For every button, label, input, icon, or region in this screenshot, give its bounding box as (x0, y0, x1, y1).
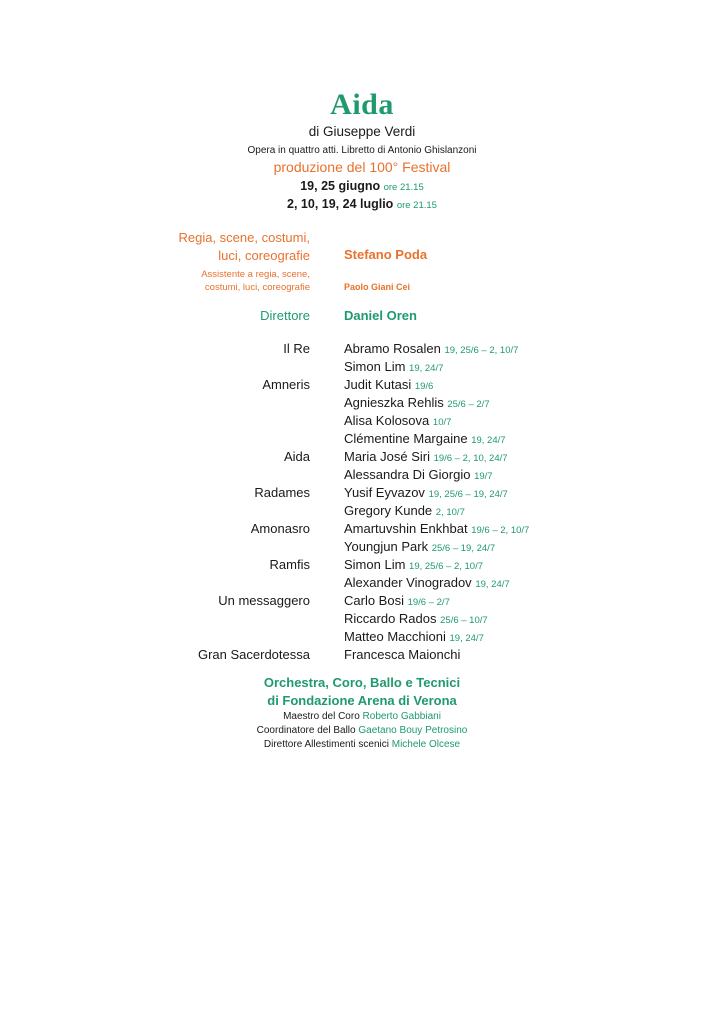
direction-role (178, 229, 310, 265)
cast-dates: 19/6 (414, 381, 434, 392)
cast-artist: Simon Lim (344, 359, 406, 374)
staff-chorus-master (0, 711, 724, 722)
composer: di Giuseppe Verdi (308, 124, 416, 139)
staff-role: Direttore Allestimenti scenici (263, 739, 389, 750)
cast-dates: 19, 24/7 (475, 579, 510, 590)
cast-dates: 19/6 – 2, 10, 24/7 (433, 453, 508, 464)
cast-role: Amneris (262, 377, 310, 392)
dates-july (0, 197, 724, 211)
cast-artist: Matteo Macchioni (344, 629, 446, 644)
cast-role: Il Re (283, 341, 310, 356)
cast-dates: 19, 24/7 (471, 435, 506, 446)
cast-artist: Francesca Maionchi (344, 647, 461, 662)
cast-dates: 19, 25/6 – 2, 10/7 (444, 345, 519, 356)
dates-june-time: ore 21.15 (383, 182, 424, 193)
staff-name: Gaetano Bouy Petrosino (358, 725, 468, 736)
cast-dates: 19/6 – 2, 10/7 (471, 525, 530, 536)
cast-artist: Abramo Rosalen (344, 341, 441, 356)
direction-role-line2: luci, coreografie (218, 248, 310, 263)
cast-artist: Gregory Kunde (344, 503, 433, 518)
production-note: produzione del 100° Festival (273, 159, 451, 175)
assistant-role (201, 268, 310, 294)
cast-artist: Agnieszka Rehlis (344, 395, 444, 410)
cast-role: Radames (254, 485, 310, 500)
cast-dates: 25/6 – 19, 24/7 (431, 543, 496, 554)
cast-artist: Yusif Eyvazov (344, 485, 425, 500)
page-title: Aida (330, 88, 394, 121)
cast-artist: Simon Lim (344, 557, 406, 572)
cast-dates: 19/6 – 2/7 (407, 597, 450, 608)
cast-dates: 25/6 – 10/7 (440, 615, 488, 626)
cast-dates: 25/6 – 2/7 (447, 399, 490, 410)
direction-name: Stefano Poda (344, 247, 428, 262)
cast-dates: 19/7 (474, 471, 493, 482)
conductor-name: Daniel Oren (344, 308, 417, 323)
staff-role: Coordinatore del Ballo (256, 725, 356, 736)
cast-artist: Alisa Kolosova (344, 413, 430, 428)
staff-name: Roberto Gabbiani (362, 711, 441, 722)
cast-dates: 19, 24/7 (409, 363, 444, 374)
dates-june (0, 179, 724, 193)
cast-role: Gran Sacerdotessa (197, 647, 310, 662)
dates-july-days: 2, 10, 19, 24 luglio (287, 197, 394, 211)
cast-artist: Alexander Vinogradov (344, 575, 472, 590)
assistant-role-line2: costumi, luci, coreografie (204, 282, 310, 293)
cast-dates: 2, 10/7 (435, 507, 465, 518)
cast-artist: Amartuvshin Enkhbat (344, 521, 468, 536)
cast-role: Un messaggero (218, 593, 310, 608)
cast-artist: Riccardo Rados (344, 611, 437, 626)
cast-role: Aida (283, 449, 310, 464)
cast-role: Ramfis (269, 557, 310, 572)
staff-stage-director (0, 739, 724, 750)
direction-role-line1: Regia, scene, costumi, (178, 230, 310, 245)
orchestra-line2: di Fondazione Arena di Verona (267, 693, 457, 708)
cast-artist: Judit Kutasi (344, 377, 412, 392)
cast-dates: 19, 25/6 – 2, 10/7 (409, 561, 483, 572)
dates-june-days: 19, 25 giugno (300, 179, 381, 193)
assistant-name: Paolo Giani Cei (344, 282, 411, 292)
cast-artist: Clémentine Margaine (344, 431, 468, 446)
staff-ballet-coordinator (0, 725, 724, 736)
cast-artist: Youngjun Park (344, 539, 429, 554)
cast-artist: Maria José Siri (344, 449, 430, 464)
opera-subtitle: Opera in quattro atti. Libretto di Antonio Ghislanzoni (247, 145, 477, 156)
cast-dates: 19, 25/6 – 19, 24/7 (428, 489, 508, 500)
cast-role: Amonasro (250, 521, 310, 536)
assistant-role-line1: Assistente a regia, scene, (201, 269, 310, 280)
cast-artist: Carlo Bosi (344, 593, 404, 608)
staff-role: Maestro del Coro (283, 711, 360, 722)
orchestra-line1: Orchestra, Coro, Ballo e Tecnici (263, 675, 461, 690)
conductor-role: Direttore (260, 308, 310, 323)
cast-dates: 10/7 (432, 417, 452, 428)
staff-name: Michele Olcese (391, 739, 461, 750)
cast-artist: Alessandra Di Giorgio (344, 467, 471, 482)
dates-july-time: ore 21.15 (396, 200, 437, 211)
cast-dates: 19, 24/7 (449, 633, 484, 644)
